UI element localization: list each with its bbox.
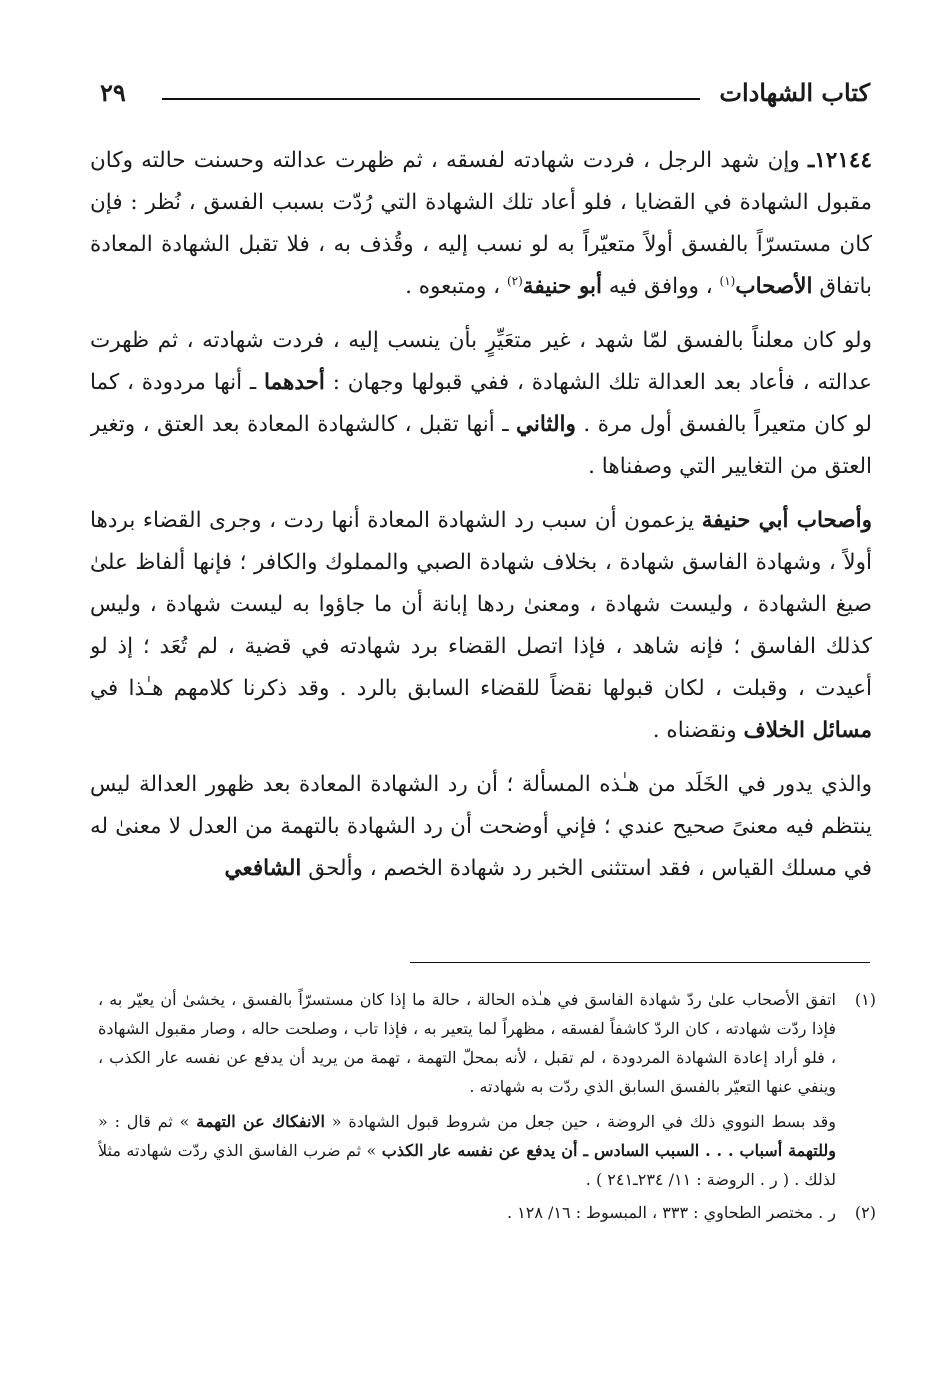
footnote-number: (٢) bbox=[854, 1203, 876, 1222]
paragraph-2 bbox=[90, 320, 872, 488]
paragraph-12144 bbox=[90, 140, 872, 308]
page-number: ٢٩ bbox=[100, 78, 126, 107]
footnotes bbox=[98, 985, 876, 1325]
bold-term: أبو حنيفة bbox=[522, 274, 603, 299]
paragraph-text: والذي يدور في الخَلَد من هـٰذه المسألة ؛ أن رد الشهادة المعادة بعد ظهور العدالة ليس ينتظم فيه معنىً صحيح عندي ؛ فإني أوضحت أن رد الشهادة بالتهمة من العدل لا معنىٰ له في مسلك القياس ، فقد استثنى الخبر رد شهادة الخصم ، وألحق bbox=[90, 772, 872, 881]
footnote-number: (١) bbox=[854, 990, 876, 1009]
bold-term: وللتهمة أسباب . . . السبب السادس ـ أن يدفع عن نفسه عار الكذب bbox=[381, 1141, 836, 1160]
bold-term: الشافعي bbox=[224, 856, 302, 881]
paragraph-3 bbox=[90, 500, 872, 752]
footnote-body: ر . مختصر الطحاوي : ٣٣٣ ، المبسوط : ١٦/ ١٢٨ . bbox=[506, 1203, 836, 1222]
bold-term: الأصحاب bbox=[735, 274, 813, 299]
paragraph-text: ـ أنها تقبل ، كالشهادة المعادة بعد العتق ، وتغير العتق من التغايير التي وصفناها . bbox=[90, 412, 872, 479]
paragraph-text: يزعمون أن سبب رد الشهادة المعادة أنها ردت ، وجرى القضاء بردها أولاً ، وشهادة الفاسق شهادة ، بخلاف شهادة الصبي والمملوك والكافر ؛ فإنها ألفاظ علىٰ صيغ الشهادة ، وليست شهادة ، ومعنىٰ ردها إبانة أن ما جاؤوا به ليست شهادة ، وليس كذلك الفاسق ؛ فإنه شاهد ، فإذا اتصل القضاء برد شهادته في قضية ، لم تُعَد ؛ إذ لو أعيدت ، وقبلت ، لكان قبولها نقضاً للقضاء السابق بالرد . وقد ذكرنا كلامهم هـٰذا في bbox=[90, 508, 872, 701]
footnote-text: » ثم قال : « bbox=[98, 1112, 197, 1131]
paragraph-text: ولو كان معلناً بالفسق لمّا شهد ، غير متعَيِّرٍ بأن ينسب إليه ، فردت شهادته ، ثم ظهرت عدالته ، فأعاد بعد العدالة تلك الشهادة ، ففي قبولها وجهان : bbox=[90, 328, 872, 395]
footnote-ref[interactable]: (١) bbox=[719, 273, 736, 288]
bold-term: والثاني bbox=[516, 412, 576, 437]
main-text bbox=[90, 140, 872, 948]
footnote-text: اتفق الأصحاب علىٰ ردّ شهادة الفاسق في هـٰذه الحالة ، حالة ما إذا كان مستسرّاً بالفسق ، يخشىٰ أن يعيّر به ، فإذا ردّت شهادته ، كان الردّ كاشفاً لفسقه ، مظهراً لما يتعير به ، فإذا تاب ، وصلحت حاله ، وصار مقبول الشهادة ، فلو أراد إعادة الشهادة المردودة ، لم تقبل ، لأنه بمحلّ التهمة ، تهمة من يريد أن يدفع عن نفسه عار الكذب ، وينفي عنها التعيّر بالفسق السابق الذي ردّت به شهادته . bbox=[98, 990, 837, 1096]
footnote-separator bbox=[410, 962, 870, 963]
paragraph-text: ـ أنها مردودة ، كما لو كان متعيراً بالفسق أول مرة . bbox=[90, 370, 872, 437]
footnote-text: » ثم ضرب الفاسق الذي ردّت شهادته مثلاً لذلك . ( ر . الروضة : ١١/ ٢٣٤ـ٢٤١ ) . bbox=[98, 1141, 836, 1189]
issue-number: ١٢١٤٤ـ bbox=[807, 148, 872, 173]
paragraph-text: ونقضناه . bbox=[652, 718, 744, 743]
footnote-1 bbox=[98, 985, 876, 1103]
paragraph-text: وإن شهد الرجل ، فردت شهادته لفسقه ، ثم ظهرت عدالته وحسنت حالته وكان مقبول الشهادة في القضايا ، فلو أعاد تلك الشهادة التي رُدّت بسبب الفسق ، نُظر : فإن كان مستسرّاً بالفسق أولاً متعيّراً به لو نسب إليه ، وقُذف به ، فلا تقبل الشهادة المعادة باتفاق bbox=[90, 148, 872, 299]
bold-term: وأصحاب أبي حنيفة bbox=[701, 508, 872, 533]
paragraph-4 bbox=[90, 764, 872, 890]
footnote-2 bbox=[98, 1198, 876, 1227]
paragraph-text: ، ومتبعوه . bbox=[405, 274, 507, 299]
footnote-ref[interactable]: (٢) bbox=[506, 273, 523, 288]
footnote-body bbox=[98, 985, 836, 1103]
bold-term: أحدهما bbox=[264, 370, 325, 395]
bold-term: الانفكاك عن التهمة bbox=[196, 1112, 325, 1131]
page-header bbox=[100, 78, 870, 118]
paragraph-text: ، ووافق فيه bbox=[602, 274, 720, 299]
header-rule bbox=[162, 98, 700, 100]
footnote-1-continuation bbox=[98, 1107, 876, 1194]
footnote-text: وقد بسط النووي ذلك في الروضة ، حين جعل من شروط قبول الشهادة « bbox=[324, 1112, 836, 1131]
running-title: كتاب الشهادات bbox=[719, 78, 870, 107]
bold-term: مسائل الخلاف bbox=[743, 718, 872, 743]
